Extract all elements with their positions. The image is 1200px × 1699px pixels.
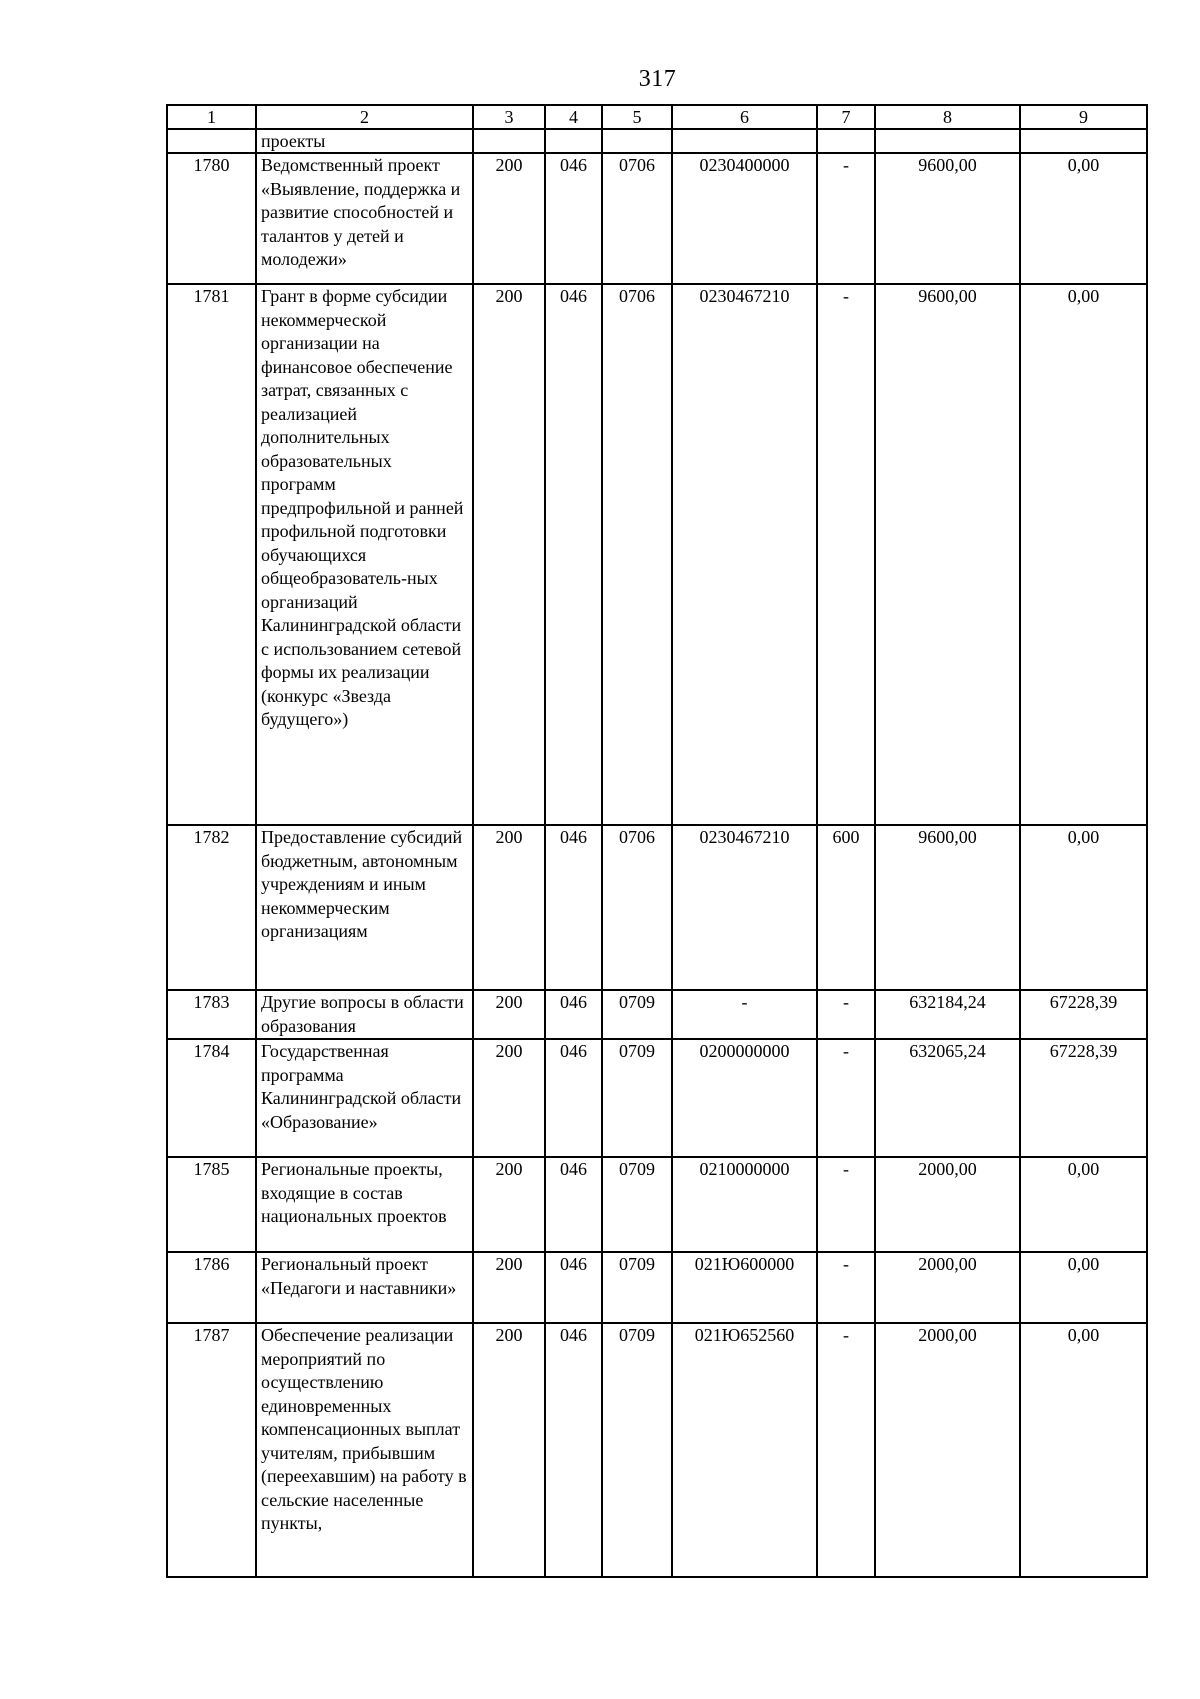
column-header-7: 7 — [817, 105, 875, 129]
table-cell-c3: 200 — [473, 990, 545, 1039]
column-header-row — [167, 105, 1147, 129]
table-cell-c3: 200 — [473, 284, 545, 825]
table-cell — [875, 129, 1020, 153]
table-cell — [167, 129, 256, 153]
table-cell-c5: 0709 — [602, 1252, 672, 1323]
table-cell-c3: 200 — [473, 825, 545, 990]
table-cell-num: 1783 — [167, 990, 256, 1039]
table-cell-c8: 2000,00 — [875, 1157, 1020, 1252]
table-cell-c5: 0706 — [602, 825, 672, 990]
table-cell-c9: 0,00 — [1020, 1323, 1147, 1577]
table-cell-num: 1780 — [167, 153, 256, 284]
table-cell-num: 1781 — [167, 284, 256, 825]
table-cell-name: Ведомственный проект «Выявление, поддержка и развитие способностей и талантов у детей и молодежи» — [256, 153, 473, 284]
table-cell-c4: 046 — [545, 1039, 602, 1157]
table-row — [167, 284, 1147, 825]
column-header-5: 5 — [602, 105, 672, 129]
column-header-4: 4 — [545, 105, 602, 129]
table-cell-c6: 021Ю600000 — [672, 1252, 817, 1323]
table-cell-name: Грант в форме субсидии некоммерческой организации на финансовое обеспечение затрат, связанных с реализацией дополнительных образовательных программ предпрофильной и ранней профильной подготовки обучающихся общеобразователь-ных организаций Калининградской области с использованием сетевой формы их реализации (конкурс «Звезда будущего») — [256, 284, 473, 825]
table-cell-c8: 9600,00 — [875, 284, 1020, 825]
table-cell-c3: 200 — [473, 1157, 545, 1252]
table-cell-c3: 200 — [473, 153, 545, 284]
table-cell-c3: 200 — [473, 1252, 545, 1323]
column-header-3: 3 — [473, 105, 545, 129]
table-cell-c9: 0,00 — [1020, 284, 1147, 825]
column-header-8: 8 — [875, 105, 1020, 129]
table-cell-name: Другие вопросы в области образования — [256, 990, 473, 1039]
table-cell-c9: 0,00 — [1020, 1252, 1147, 1323]
table-cell-num: 1786 — [167, 1252, 256, 1323]
table-cell-c7: - — [817, 990, 875, 1039]
table-cell-name: Государственная программа Калининградской области «Образование» — [256, 1039, 473, 1157]
table-cell-c7: - — [817, 153, 875, 284]
table-cell-name: Обеспечение реализации мероприятий по осуществлению единовременных компенсационных выплат учителям, прибывшим (переехавшим) на работу в сельские населенные пункты, — [256, 1323, 473, 1577]
table-cell-c9: 0,00 — [1020, 1157, 1147, 1252]
table-cell-c7: - — [817, 1039, 875, 1157]
table-cell — [672, 129, 817, 153]
table-cell-c6: 0230400000 — [672, 153, 817, 284]
table-cell-c8: 632065,24 — [875, 1039, 1020, 1157]
table-cell-num: 1785 — [167, 1157, 256, 1252]
table-cell-c9: 0,00 — [1020, 153, 1147, 284]
table-row — [167, 825, 1147, 990]
table-cell-c5: 0706 — [602, 284, 672, 825]
table-cell — [817, 129, 875, 153]
table-cell-c4: 046 — [545, 1323, 602, 1577]
table-cell-c4: 046 — [545, 1157, 602, 1252]
table-cell-c9: 0,00 — [1020, 825, 1147, 990]
table-cell-c6: 0200000000 — [672, 1039, 817, 1157]
table-row — [167, 153, 1147, 284]
table-cell-name: проекты — [256, 129, 473, 153]
table-cell-c7: 600 — [817, 825, 875, 990]
table-cell-c4: 046 — [545, 825, 602, 990]
table-cell-c4: 046 — [545, 284, 602, 825]
table-cell-c6: 0230467210 — [672, 284, 817, 825]
table-cell-c8: 2000,00 — [875, 1323, 1020, 1577]
table-cell-name: Региональные проекты, входящие в состав национальных проектов — [256, 1157, 473, 1252]
table-row — [167, 1039, 1147, 1157]
table-cell-c3: 200 — [473, 1039, 545, 1157]
table-cell-c9: 67228,39 — [1020, 1039, 1147, 1157]
table-cell-c4: 046 — [545, 990, 602, 1039]
table-cell-c6: 0230467210 — [672, 825, 817, 990]
column-header-6: 6 — [672, 105, 817, 129]
table-cell — [473, 129, 545, 153]
table-cell-name: Предоставление субсидий бюджетным, автономным учреждениям и иным некоммерческим организациям — [256, 825, 473, 990]
table-cell-c5: 0709 — [602, 1323, 672, 1577]
table-cell-num: 1784 — [167, 1039, 256, 1157]
table-cell-c5: 0706 — [602, 153, 672, 284]
continuation-row — [167, 129, 1147, 153]
table-cell-c7: - — [817, 1157, 875, 1252]
table-cell — [545, 129, 602, 153]
table-cell-c4: 046 — [545, 1252, 602, 1323]
table-cell-c7: - — [817, 1323, 875, 1577]
table-cell-c8: 2000,00 — [875, 1252, 1020, 1323]
budget-table — [166, 104, 1148, 1578]
table-cell — [1020, 129, 1147, 153]
table-row — [167, 1323, 1147, 1577]
column-header-9: 9 — [1020, 105, 1147, 129]
table-cell-c9: 67228,39 — [1020, 990, 1147, 1039]
table-cell-c8: 632184,24 — [875, 990, 1020, 1039]
page-number: 317 — [638, 66, 677, 92]
table-row — [167, 1157, 1147, 1252]
table-cell-c5: 0709 — [602, 1039, 672, 1157]
table-cell-num: 1782 — [167, 825, 256, 990]
table-cell-c8: 9600,00 — [875, 153, 1020, 284]
table-cell-c5: 0709 — [602, 990, 672, 1039]
column-header-1: 1 — [167, 105, 256, 129]
table-row — [167, 1252, 1147, 1323]
table-cell-c8: 9600,00 — [875, 825, 1020, 990]
table-cell-c7: - — [817, 284, 875, 825]
table-cell-c6: 0210000000 — [672, 1157, 817, 1252]
table-cell-c3: 200 — [473, 1323, 545, 1577]
table-cell — [602, 129, 672, 153]
table-cell-c7: - — [817, 1252, 875, 1323]
column-header-2: 2 — [256, 105, 473, 129]
table-cell-c6: - — [672, 990, 817, 1039]
table-row — [167, 990, 1147, 1039]
table-cell-c5: 0709 — [602, 1157, 672, 1252]
table-cell-c6: 021Ю652560 — [672, 1323, 817, 1577]
table-cell-num: 1787 — [167, 1323, 256, 1577]
table-cell-name: Региональный проект «Педагоги и наставники» — [256, 1252, 473, 1323]
table-cell-c4: 046 — [545, 153, 602, 284]
